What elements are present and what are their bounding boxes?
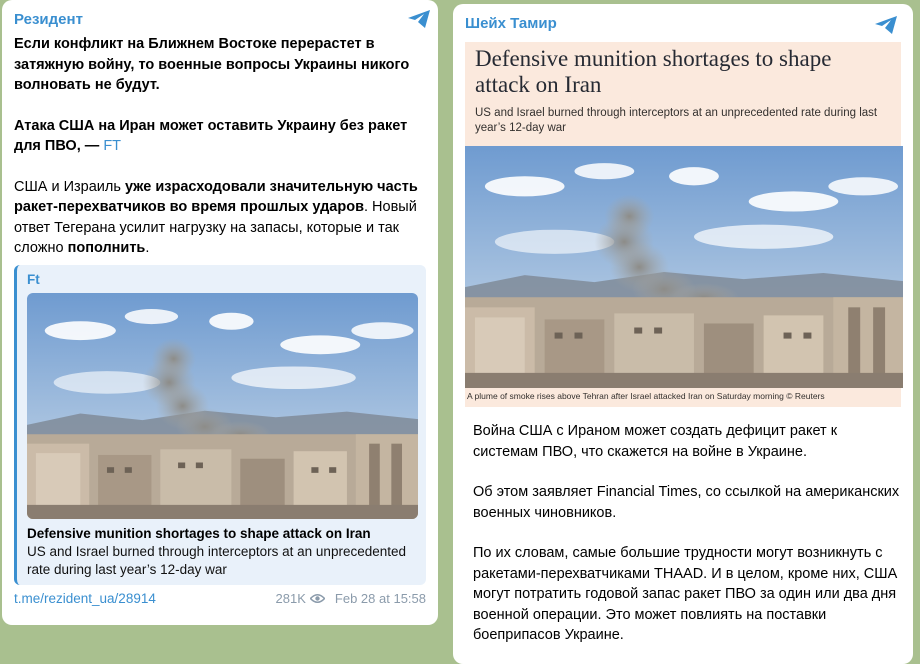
- message-text: [465, 421, 901, 646]
- paragraph-3: По их словам, самые большие трудности могут возникнуть с ракетами-перехватчиками THAAD. И в целом, кроме них, США могут потратить годовой запас ракет ПВО за один или два дня военной операции. Это может повлиять на поставки боеприпасов Украине.: [473, 545, 898, 643]
- view-count: 281K: [275, 590, 306, 606]
- p3-bold: уже израсходовали значительную часть ракет-перехватчиков во время прошлых ударов: [14, 178, 418, 215]
- ft-photo: [465, 146, 903, 388]
- paragraph-1: Война США с Ираном может создать дефицит ракет к системам ПВО, что скажется на войне в Украине.: [473, 423, 838, 460]
- message-meta: [276, 591, 426, 606]
- paragraph-2: Об этом заявляет Financial Times, со ссылкой на американских военных чиновников.: [473, 484, 900, 521]
- preview-description: US and Israel burned through interceptors at an unprecedented rate during last year’s 12-day war: [27, 543, 407, 577]
- share-icon[interactable]: [406, 8, 432, 30]
- ft-subheadline: US and Israel burned through interceptors at an unprecedented rate during last year’s 12-day war: [475, 107, 878, 134]
- p3-bold2: пополнить: [67, 240, 146, 256]
- preview-title: Defensive munition shortages to shape attack on Iran: [27, 525, 371, 541]
- message-card-sheikh-tamir: [453, 4, 913, 664]
- p2-text: Атака США на Иран может оставить Украину без ракет для ПВО, —: [14, 117, 408, 154]
- ft-headline: Defensive munition shortages to shape attack on Iran: [475, 46, 832, 97]
- p3-a: США и Израиль: [14, 178, 125, 195]
- link-preview[interactable]: [14, 265, 426, 585]
- preview-image[interactable]: [27, 293, 418, 519]
- p3-b: . Новый ответ Тегерана усилит нагрузку на запасы, которые и так сложно: [14, 199, 417, 256]
- paragraph-2: [14, 116, 426, 157]
- channel-name[interactable]: Резидент: [14, 11, 83, 28]
- preview-site-name: Ft: [27, 271, 40, 287]
- ft-article-screenshot[interactable]: [465, 42, 901, 407]
- message-card-rezident: [2, 0, 438, 625]
- message-footer: [14, 591, 426, 606]
- share-icon[interactable]: [873, 14, 899, 36]
- ft-caption: A plume of smoke rises above Tehran after Israel attacked Iran on Saturday morning © Reuters: [467, 391, 825, 401]
- paragraph-3: [14, 177, 426, 259]
- eye-icon: [310, 593, 325, 604]
- channel-name[interactable]: Шейх Тамир: [465, 15, 557, 32]
- ft-link[interactable]: FT: [103, 138, 122, 154]
- message-link[interactable]: t.me/rezident_ua/28914: [14, 590, 156, 606]
- p3-c: .: [145, 240, 150, 256]
- post-date: Feb 28 at 15:58: [334, 590, 426, 606]
- paragraph-1: Если конфликт на Ближнем Востоке перерастет в затяжную войну, то военные вопросы Украины никого волновать не будут.: [14, 36, 410, 93]
- message-text: [14, 34, 426, 259]
